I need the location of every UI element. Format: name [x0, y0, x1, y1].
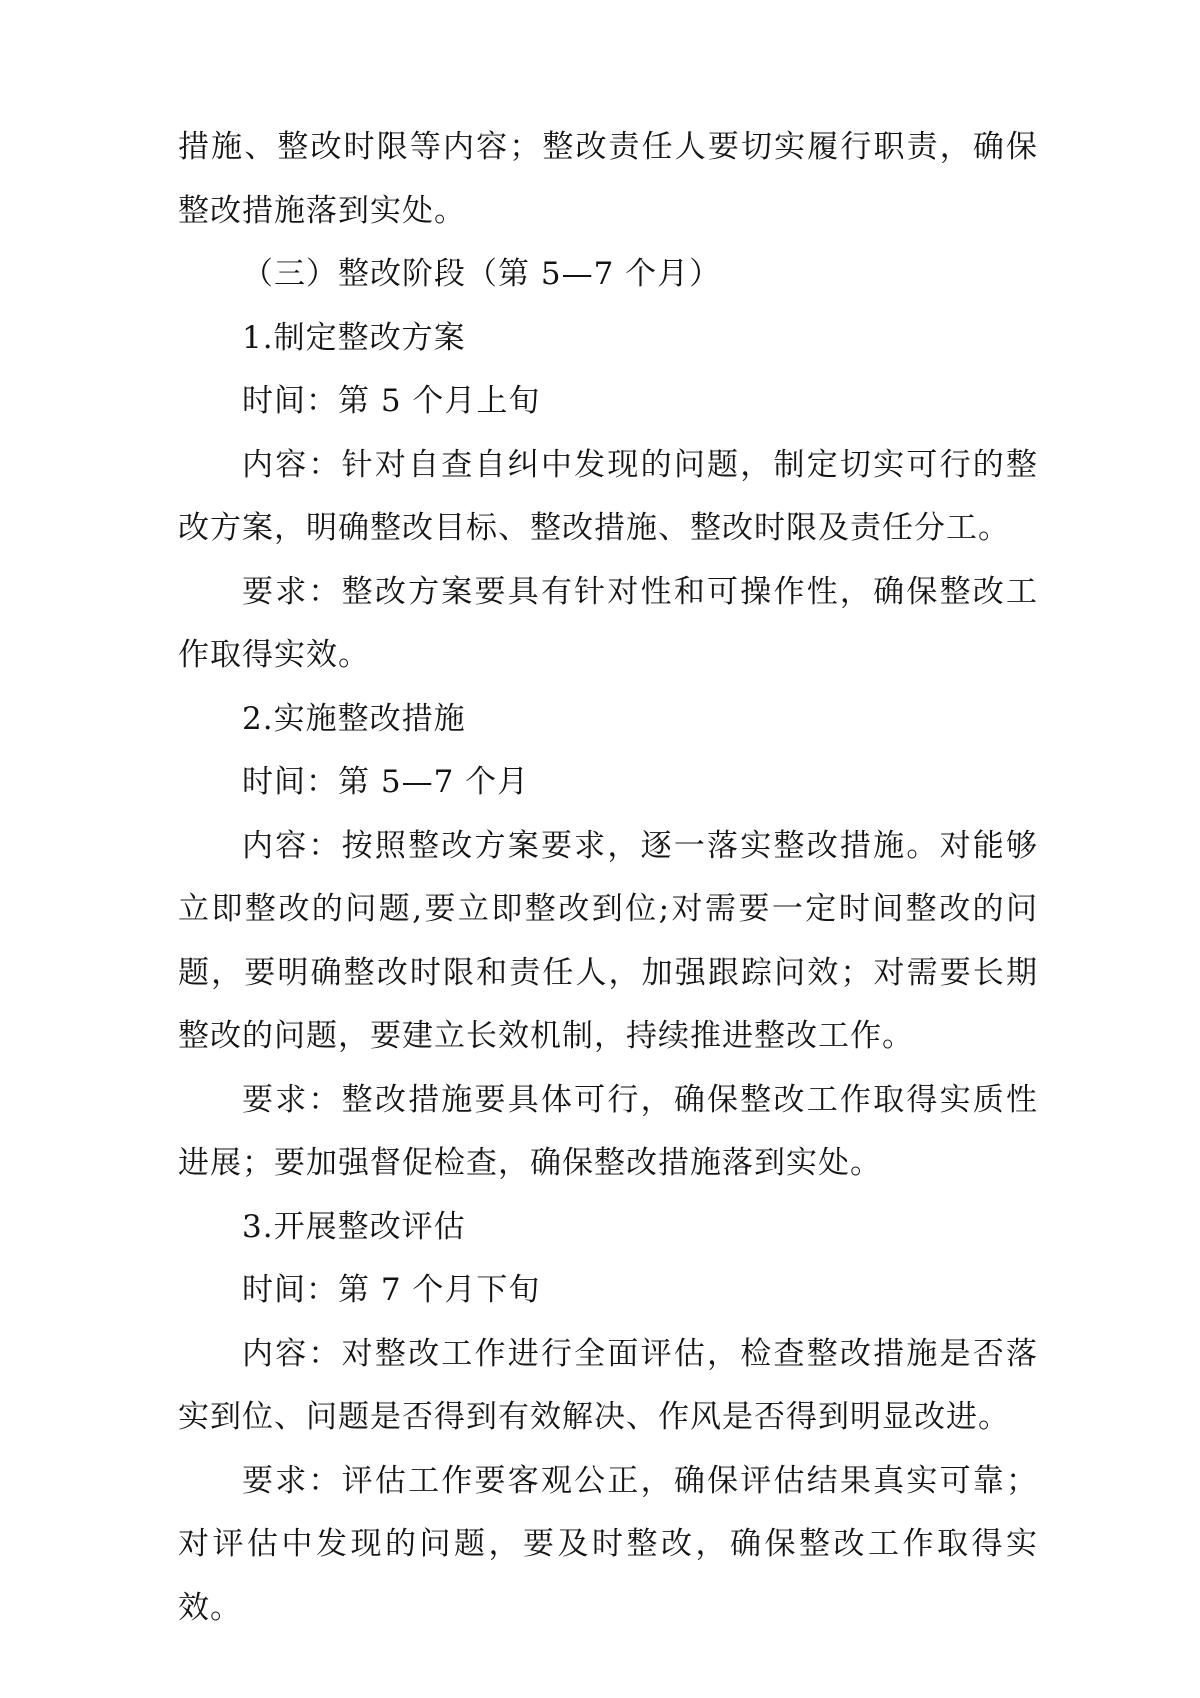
paragraph-requirement-3: 要求：评估工作要客观公正，确保评估结果真实可靠；对评估中发现的问题，要及时整改，确保整改工作取得实效。 [178, 1462, 1038, 1626]
subheading-evaluation: 3.开展整改评估 [242, 1208, 466, 1245]
paragraph-time-1: 时间：第 5 个月上旬 [242, 383, 541, 419]
paragraph-requirement-2: 要求：整改措施要具体可行，确保整改工作取得实质性进展；要加强督促检查，确保整改措施落到实处。 [178, 1081, 1038, 1181]
paragraph-time-2: 时间：第 5—7 个月 [242, 764, 530, 800]
paragraph-continuation: 措施、整改时限等内容；整改责任人要切实履行职责，确保整改措施落到实处。 [178, 129, 1038, 229]
paragraph-content-2: 内容：按照整改方案要求，逐一落实整改措施。对能够立即整改的问题,要立即整改到位;对需要一定时间整改的问题，要明确整改时限和责任人，加强跟踪问效；对需要长期整改的问题，要建立长效机制，持续推进整改工作。 [178, 827, 1038, 1054]
paragraph-content-3: 内容：对整改工作进行全面评估，检查整改措施是否落实到位、问题是否得到有效解决、作风是否得到明显改进。 [178, 1335, 1038, 1435]
paragraph-time-3: 时间：第 7 个月下旬 [242, 1272, 541, 1308]
paragraph-content-1: 内容：针对自查自纠中发现的问题，制定切实可行的整改方案，明确整改目标、整改措施、整改时限及责任分工。 [178, 446, 1038, 546]
subheading-make-plan: 1.制定整改方案 [242, 319, 466, 356]
paragraph-requirement-1: 要求：整改方案要具有针对性和可操作性，确保整改工作取得实效。 [178, 573, 1038, 673]
section-heading-rectification-stage: （三）整改阶段（第 5—7 个月） [242, 256, 722, 292]
subheading-implement-measures: 2.实施整改措施 [242, 700, 466, 737]
document-body [178, 116, 1038, 1640]
